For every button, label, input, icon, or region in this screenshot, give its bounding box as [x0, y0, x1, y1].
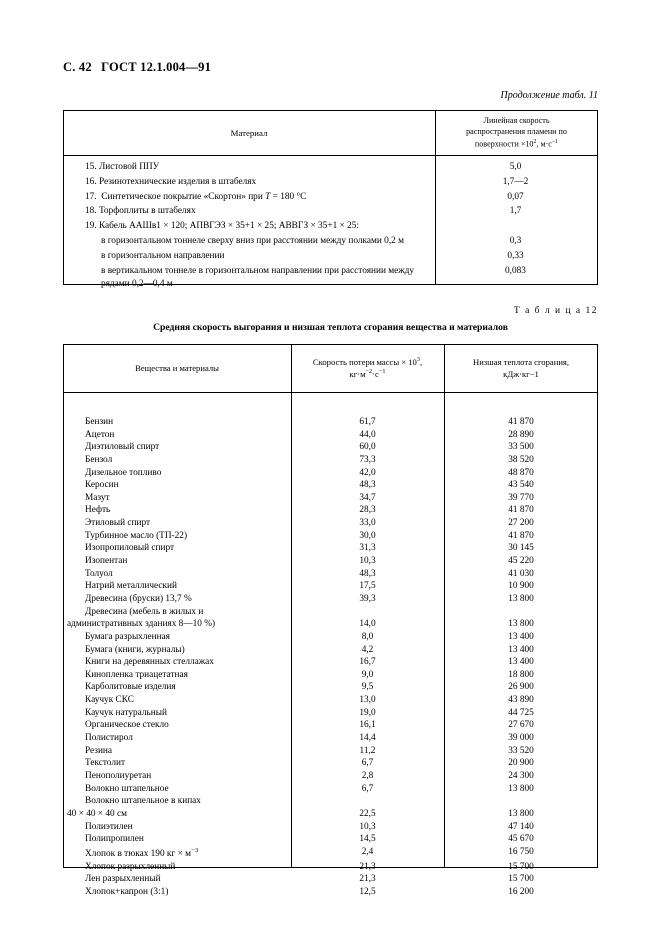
- table-row: [63, 707, 598, 720]
- substance-name: Полистирол: [85, 733, 133, 744]
- mass-rate-value: 6,7: [361, 758, 374, 769]
- table-row: [63, 795, 598, 808]
- table-row: [63, 175, 598, 190]
- mass-rate-value: 11,2: [359, 745, 376, 756]
- table11-value: 1,7—2: [502, 176, 529, 187]
- substance-name: Изопропиловый спирт: [85, 543, 175, 554]
- heat-value: 27 200: [508, 518, 534, 529]
- substance-name: Древесина (бруски) 13,7 %: [85, 593, 192, 604]
- standard-designation: ГОСТ 12.1.004—91: [101, 60, 212, 74]
- table-row: [63, 219, 598, 234]
- heat-value: 33 500: [508, 442, 534, 453]
- table12-header-substances: Вещества и материалы: [135, 362, 219, 373]
- heat-value: 24 300: [508, 770, 534, 781]
- table-row: [63, 580, 598, 593]
- heat-value: 48 870: [508, 467, 534, 478]
- substance-name: Пенополиуретан: [85, 770, 152, 781]
- substance-name: административных зданиях 8—10 %): [67, 619, 216, 630]
- mass-rate-value: 60,0: [359, 442, 376, 453]
- table11-value: 1,7: [509, 206, 522, 217]
- table12-header-mass-rate: Скорость потери массы × $10^3$, $кг\cdot м^{-2}\cdot с^{-1}$: [312, 356, 423, 379]
- table-row: [63, 833, 598, 846]
- table-row: [63, 886, 598, 899]
- heat-value: 13 800: [508, 783, 534, 794]
- substance-name: Изопентан: [85, 556, 128, 567]
- substance-name: Волокно штапельное в кипах: [85, 796, 201, 807]
- heat-value: 41 030: [508, 568, 534, 579]
- substance-name: Карболитовые изделия: [85, 682, 176, 693]
- table-row: [63, 234, 598, 249]
- substance-name: 40 × 40 × 40 см: [67, 808, 128, 819]
- heat-value: 41 870: [508, 505, 534, 516]
- heat-value: 47 140: [508, 821, 534, 832]
- substance-name: Диэтиловый спирт: [85, 442, 160, 453]
- heat-value: 44 725: [508, 707, 534, 718]
- table-row: [63, 454, 598, 467]
- table-row: [63, 745, 598, 758]
- mass-rate-value: 34,7: [359, 492, 376, 503]
- table-row: [63, 873, 598, 886]
- substance-name: Ацетон: [85, 429, 115, 440]
- table12-title: Средняя скорость выгорания и низшая теплота сгорания вещества и материалов: [153, 322, 508, 333]
- table11-material: 18. Торфоплиты в штабелях: [85, 206, 196, 217]
- table-row: [63, 821, 598, 834]
- mass-rate-value: 14,5: [359, 834, 376, 845]
- mass-rate-value: 28,3: [359, 505, 376, 516]
- heat-value: 16 200: [508, 886, 534, 897]
- mass-rate-value: 16,7: [359, 657, 376, 668]
- heat-value: 15 700: [508, 861, 534, 872]
- heat-value: 13 400: [508, 631, 534, 642]
- heat-value: 30 145: [508, 543, 534, 554]
- table11-value: [435, 219, 596, 221]
- table-row: [63, 656, 598, 669]
- mass-rate-value: 30,0: [359, 530, 376, 541]
- mass-rate-value: 31,3: [359, 543, 376, 554]
- table-row: [63, 542, 598, 555]
- table11-material: 19. Кабель ААШв1 × 120; АПВГЭЗ × 35+1 × 25; АВВГЗ × 35+1 × 25:: [85, 221, 359, 232]
- mass-rate-value: 6,7: [361, 783, 374, 794]
- table11-value: 0,07: [507, 191, 524, 202]
- mass-rate-value: 22,5: [359, 808, 376, 819]
- mass-rate-value: 14,4: [359, 733, 376, 744]
- heat-value: 39 770: [508, 492, 534, 503]
- table-row: [63, 160, 598, 175]
- table-row: [63, 555, 598, 568]
- page-number-label: С. 42: [63, 60, 92, 74]
- table-row: [63, 429, 598, 442]
- substance-name: Кинопленка триацетатная: [85, 669, 188, 680]
- heat-value: 28 890: [508, 429, 534, 440]
- substance-name: Мазут: [85, 492, 110, 503]
- substance-name: Бумага (книги, журналы): [85, 644, 185, 655]
- substance-name: Каучук натуральный: [85, 707, 167, 718]
- table-row: [63, 606, 598, 619]
- substance-name: Лен разрыхленный: [85, 874, 161, 885]
- substance-name: Этиловый спирт: [85, 518, 151, 529]
- mass-rate-value: 19,0: [359, 707, 376, 718]
- heat-value: 13 800: [508, 593, 534, 604]
- table11-material: 15. Листовой ППУ: [85, 162, 160, 172]
- heat-value: 13 400: [508, 657, 534, 668]
- table-row: [63, 732, 598, 745]
- table12-header-heat: Низшая теплота сгорания, кДж·кг−1: [472, 356, 570, 379]
- substance-name: Резина: [85, 745, 113, 756]
- table11-material: в горизонтальном направлении: [101, 250, 225, 261]
- heat-value: 18 800: [508, 669, 534, 680]
- table-row: [63, 441, 598, 454]
- table-row: [63, 808, 598, 821]
- table-row: [63, 719, 598, 732]
- table11-header-speed: [435, 110, 598, 155]
- table-row: [63, 467, 598, 480]
- table-row: [63, 783, 598, 796]
- table-row: [63, 264, 598, 292]
- table11-header-speed-label: Линейная скорость распространения пламени по поверхности $\times 10^2$, $м\cdot с^{-1}$: [466, 116, 567, 149]
- page-header: [63, 60, 211, 75]
- table-row: [63, 492, 598, 505]
- heat-value: 15 700: [508, 874, 534, 885]
- mass-rate-value: 39,3: [359, 593, 376, 604]
- heat-value: 43 540: [508, 480, 534, 491]
- mass-rate-value: 10,3: [359, 821, 376, 832]
- mass-rate-value: 2,4: [361, 846, 374, 857]
- substance-name: Бумага разрыхленная: [85, 631, 170, 642]
- heat-value: 13 800: [508, 619, 534, 630]
- table-row: [63, 681, 598, 694]
- substance-name: Хлопок в тюках 190 кг × $м^{-3}$: [85, 846, 199, 859]
- substance-name: Книги на деревянных стеллажах: [85, 657, 214, 668]
- table-row: [63, 770, 598, 783]
- heat-value: 45 220: [508, 556, 534, 567]
- heat-value: 20 900: [508, 758, 534, 769]
- mass-rate-value: 16,1: [359, 720, 376, 731]
- mass-rate-value: 48,3: [359, 568, 376, 579]
- table-row: [63, 204, 598, 219]
- table-row: [63, 644, 598, 657]
- table-row: [63, 568, 598, 581]
- table11-header-material-label: Материал: [230, 127, 268, 138]
- mass-rate-value: 21,3: [359, 861, 376, 872]
- mass-rate-value: 8,0: [361, 631, 374, 642]
- table11-body: [63, 155, 598, 290]
- table11-material: 16. Резинотехнические изделия в штабелях: [85, 176, 257, 187]
- substance-name: Натрий металлический: [85, 581, 177, 592]
- table-row: [63, 517, 598, 530]
- mass-rate-value: 33,0: [359, 518, 376, 529]
- table11-value: 0,083: [505, 265, 526, 276]
- table11-material: в вертикальном тоннеле в горизонтальном направлении при расстоянии между рядами 0,2—0,4 м: [101, 265, 415, 289]
- substance-name: Текстолит: [85, 758, 126, 769]
- mass-rate-value: 73,3: [359, 454, 376, 465]
- heat-value: 43 890: [508, 695, 534, 706]
- table11-value: 5,0: [509, 162, 522, 172]
- heat-value: 13 800: [508, 808, 534, 819]
- table12-header: [63, 344, 598, 392]
- substance-name: Толуол: [85, 568, 113, 579]
- heat-value: 39 000: [508, 733, 534, 744]
- substance-name: Каучук СКС: [85, 695, 134, 706]
- heat-value: 16 750: [508, 846, 534, 857]
- table11-header-material: [63, 110, 435, 155]
- continuation-note: Продолжение табл. 11: [500, 90, 598, 101]
- table-row: [63, 190, 598, 205]
- table-row: [63, 861, 598, 874]
- heat-value: 26 900: [508, 682, 534, 693]
- substance-name: Нефть: [85, 505, 111, 516]
- substance-name: Полиэтилен: [85, 821, 133, 832]
- heat-value: 10 900: [508, 581, 534, 592]
- table-row: [63, 846, 598, 861]
- substance-name: Древесина (мебель в жилых и: [85, 606, 204, 617]
- mass-rate-value: 48,3: [359, 480, 376, 491]
- substance-name: Бензол: [85, 454, 113, 465]
- mass-rate-value: 21,3: [359, 874, 376, 885]
- heat-value: 13 400: [508, 644, 534, 655]
- substance-name: Бензин: [85, 417, 114, 427]
- mass-rate-value: 10,3: [359, 556, 376, 567]
- table-row: [63, 631, 598, 644]
- substance-name: Волокно штапельное: [85, 783, 169, 794]
- heat-value: 45 670: [508, 834, 534, 845]
- substance-name: Керосин: [85, 480, 119, 491]
- table-row: [63, 618, 598, 631]
- table-row: [63, 504, 598, 517]
- mass-rate-value: 61,7: [359, 417, 376, 427]
- heat-value: 27 670: [508, 720, 534, 731]
- mass-rate-value: 9,5: [361, 682, 374, 693]
- table-row: [63, 669, 598, 682]
- mass-rate-value: 2,8: [361, 770, 374, 781]
- table12-number: Т а б л и ц а 12: [513, 306, 598, 316]
- table-row: [63, 249, 598, 264]
- table-row: [63, 593, 598, 606]
- mass-rate-value: 44,0: [359, 429, 376, 440]
- table12-body: [63, 392, 598, 898]
- substance-name: Турбинное масло (ТП-22): [85, 530, 188, 541]
- table11-material: 17. Синтетическое покрытие «Скортон» при Т = 180 °С: [85, 191, 307, 202]
- heat-value: 41 870: [508, 530, 534, 541]
- table11-value: 0,3: [509, 236, 522, 247]
- mass-rate-value: 12,5: [359, 886, 376, 897]
- table-row: [63, 530, 598, 543]
- table-row: [63, 694, 598, 707]
- table-row: [63, 757, 598, 770]
- mass-rate-value: 4,2: [361, 644, 374, 655]
- table-row: [63, 416, 598, 429]
- substance-name: Дизельное топливо: [85, 467, 162, 478]
- mass-rate-value: 13,0: [359, 695, 376, 706]
- heat-value: 41 870: [508, 417, 534, 427]
- substance-name: Органическое стекло: [85, 720, 169, 731]
- substance-name: Полипропилен: [85, 834, 144, 845]
- heat-value: 38 520: [508, 454, 534, 465]
- table11-material: в горизонтальном тоннеле сверху вниз при расстоянии между полками 0,2 м: [101, 236, 405, 247]
- heat-value: 33 520: [508, 745, 534, 756]
- substance-name: Хлопок разрыхленный: [85, 861, 176, 872]
- substance-name: Хлопок+капрон (3:1): [85, 886, 169, 897]
- table11-value: 0,33: [507, 250, 524, 261]
- mass-rate-value: 14,0: [359, 619, 376, 630]
- mass-rate-value: 17,5: [359, 581, 376, 592]
- mass-rate-value: 9,0: [361, 669, 374, 680]
- table-row: [63, 479, 598, 492]
- mass-rate-value: 42,0: [359, 467, 376, 478]
